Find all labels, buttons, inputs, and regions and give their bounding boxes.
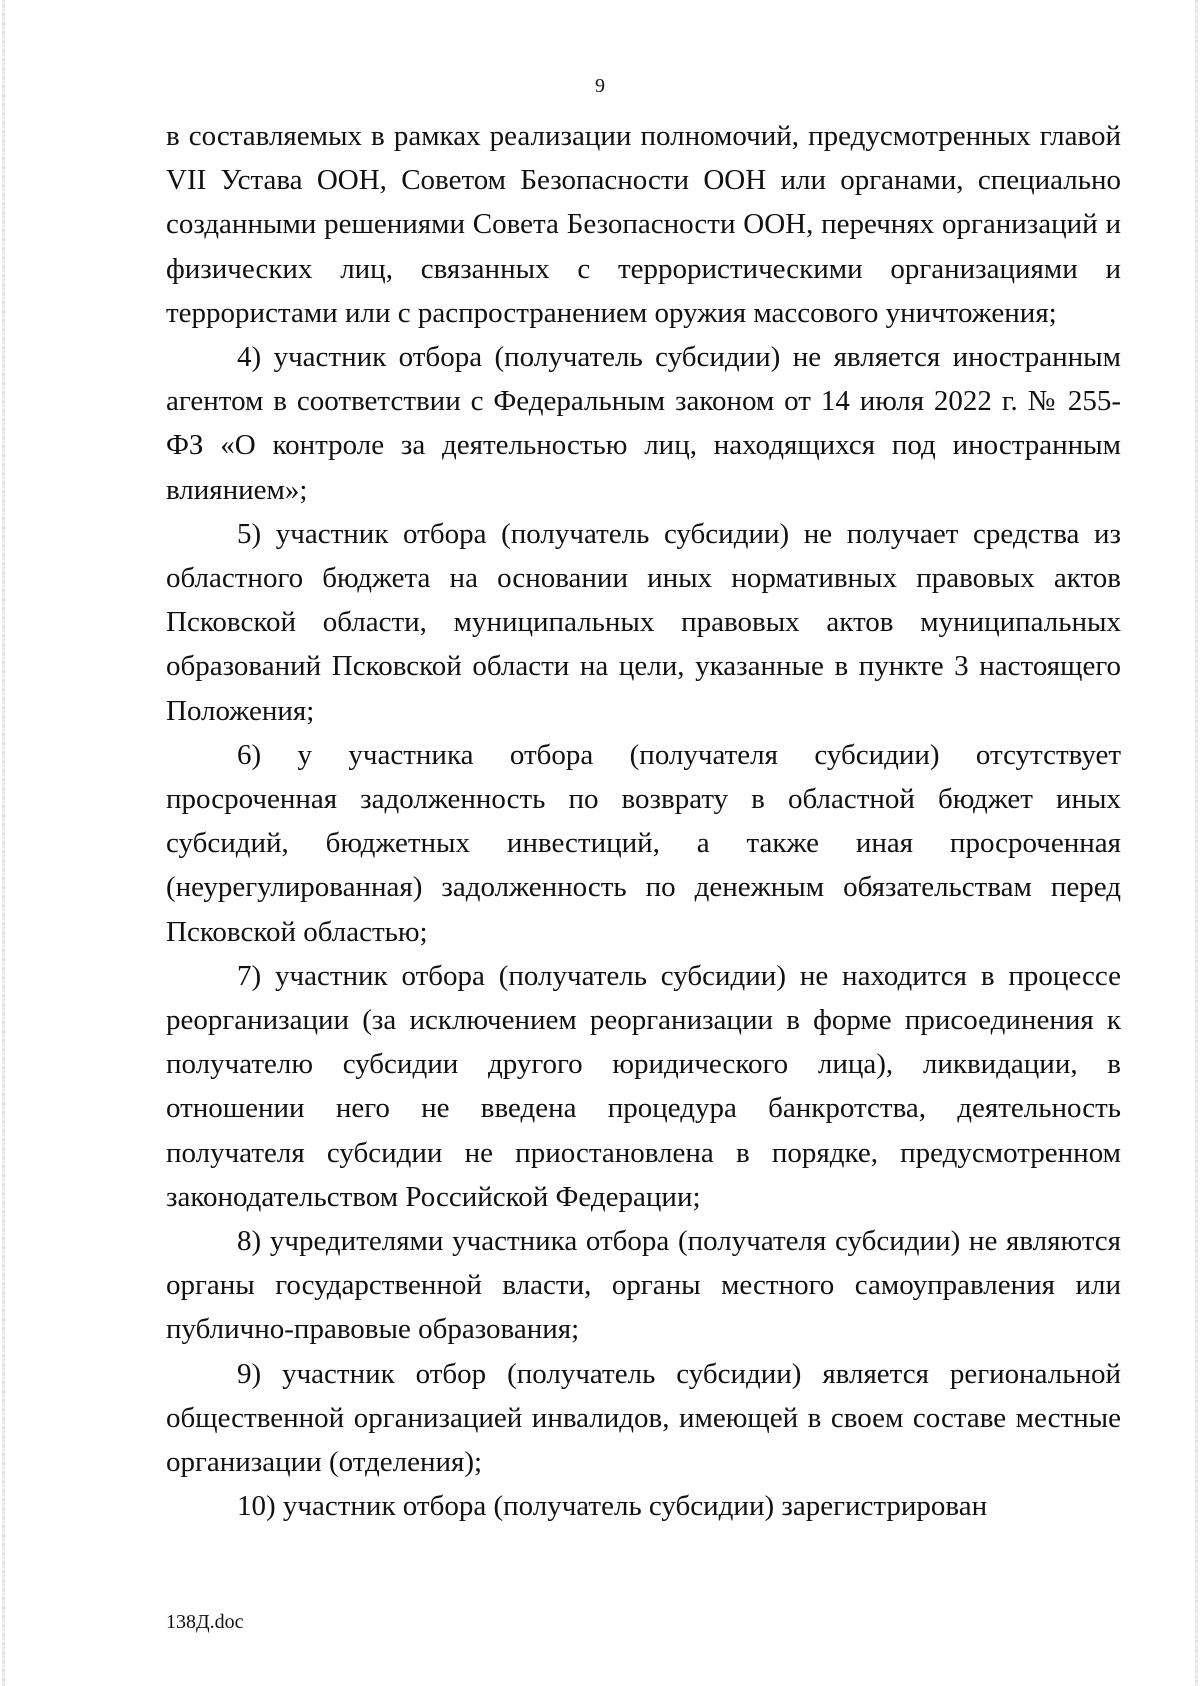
paragraph-item-8: 8) учредителями участника отбора (получателя субсидии) не являются органы государственной власти, органы местного самоуправления или публично-правовые образования;: [166, 1225, 1121, 1346]
paragraph-item-3-continuation: в составляемых в рамках реализации полномочий, предусмотренных главой VII Устава ООН, Советом Безопасности ООН или органами, специально созданными решениями Совета Безопасности ООН, перечнях организаций и физических лиц, связанных с террористическими организациями и террористами или с распространением оружия массового уничтожения;: [166, 120, 1121, 329]
page-number: 9: [595, 75, 605, 97]
paragraph-item-9: 9) участник отбор (получатель субсидии) является региональной общественной организацией инвалидов, имеющей в своем составе местные организации (отделения);: [166, 1357, 1121, 1479]
paragraph-item-4: 4) участник отбора (получатель субсидии) не является иностранным агентом в соответствии с Федеральным законом от 14 июля 2022 г. № 255-ФЗ «О контроле за деятельностью лиц, находящихся под иностранным влиянием»;: [166, 341, 1121, 506]
paragraph-item-7: 7) участник отбора (получатель субсидии) не находится в процессе реорганизации (за исключением реорганизации в форме присоединения к получателю субсидии другого юридического лица), ликвидации, в отношении него не введена процедура банкротства, деятельность получателя субсидии не приостановлена в порядке, предусмотренном законодательством Российской Федерации;: [166, 959, 1121, 1213]
scan-edge-right: [1195, 0, 1198, 1686]
paragraph-item-10: 10) участник отбора (получатель субсидии) зарегистрирован: [237, 1490, 988, 1523]
footer-filename: 138Д.doc: [166, 1611, 244, 1633]
document-body: [166, 114, 1121, 1529]
paragraph-item-6: 6) у участника отбора (получателя субсидии) отсутствует просроченная задолженность по возврату в областной бюджет иных субсидий, бюджетных инвестиций, а также иная просроченная (неурегулированная) задолженность по денежным обязательствам перед Псковской областью;: [166, 738, 1121, 948]
paragraph-item-5: 5) участник отбора (получатель субсидии) не получает средства из областного бюджета на основании иных нормативных правовых актов Псковской области, муниципальных правовых актов муниципальных образований Псковской области на цели, указанные в пункте 3 настоящего Положения;: [166, 517, 1121, 727]
scan-edge-left: [2, 0, 5, 1686]
